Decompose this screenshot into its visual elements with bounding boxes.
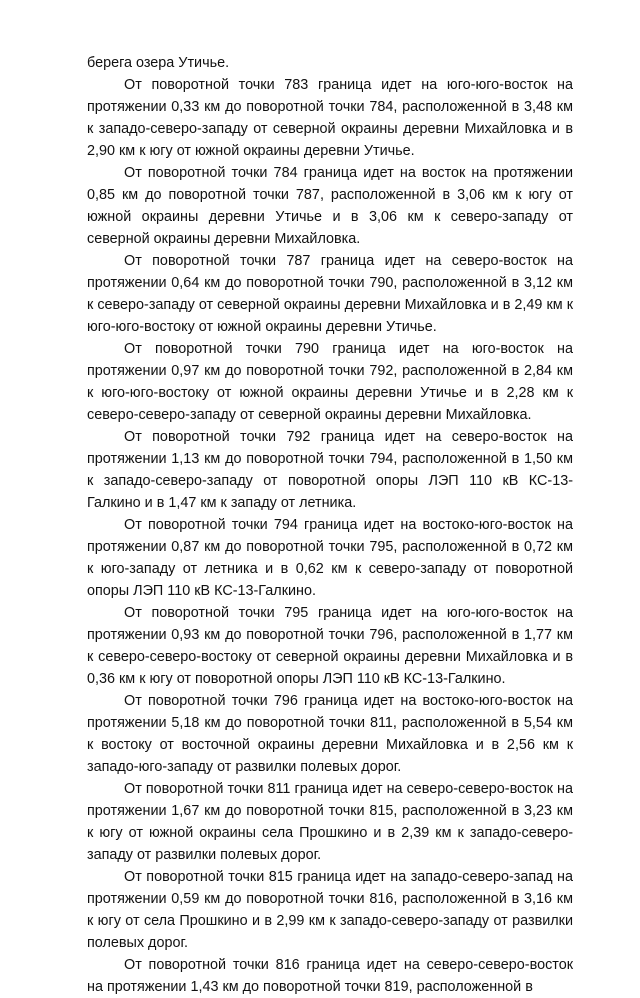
paragraph: От поворотной точки 790 граница идет на юго-восток на протяжении 0,97 км до поворотной точки 792, расположенной в 2,84 км к юго-юго-востоку от южной окраины деревни Утичье и в 2,28 км к северо-северо-западу от северной окраины деревни Михайловка. [87, 341, 573, 423]
document-page [87, 52, 573, 998]
paragraph: От поворотной точки 815 граница идет на западо-северо-запад на протяжении 0,59 км до поворотной точки 816, расположенной в 3,16 км к югу от села Прошкино и в 2,99 км к западо-северо-западу от развилки полевых дорог. [87, 869, 573, 951]
paragraph: От поворотной точки 792 граница идет на северо-восток на протяжении 1,13 км до поворотной точки 794, расположенной в 1,50 км к западо-северо-западу от поворотной опоры ЛЭП 110 кВ КС-13-Галкино и в 1,47 км к западу от летника. [87, 429, 573, 511]
paragraph: От поворотной точки 787 граница идет на северо-восток на протяжении 0,64 км до поворотной точки 790, расположенной в 3,12 км к северо-западу от северной окраины деревни Михайловка и в 2,49 км к юго-юго-востоку от южной окраины деревни Утичье. [87, 253, 573, 335]
paragraph: От поворотной точки 784 граница идет на восток на протяжении 0,85 км до поворотной точки 787, расположенной в 3,06 км к югу от южной окраины деревни Утичье и в 3,06 км к северо-западу от северной окраины деревни Михайловка. [87, 165, 573, 247]
paragraph: От поворотной точки 794 граница идет на востоко-юго-восток на протяжении 0,87 км до поворотной точки 795, расположенной в 0,72 км к юго-западу от летника и в 0,62 км к северо-западу от поворотной опоры ЛЭП 110 кВ КС-13-Галкино. [87, 517, 573, 599]
paragraph: От поворотной точки 811 граница идет на северо-северо-восток на протяжении 1,67 км до поворотной точки 815, расположенной в 3,23 км к югу от южной окраины села Прошкино и в 2,39 км к западо-северо-западу от развилки полевых дорог. [87, 781, 573, 863]
paragraph: От поворотной точки 783 граница идет на юго-юго-восток на протяжении 0,33 км до поворотной точки 784, расположенной в 3,48 км к западо-северо-западу от северной окраины деревни Михайловка и в 2,90 км к югу от южной окраины деревни Утичье. [87, 77, 573, 159]
paragraph: берега озера Утичье. [87, 55, 230, 71]
paragraph: От поворотной точки 816 граница идет на северо-северо-восток на протяжении 1,43 км до поворотной точки 819, расположенной в [87, 957, 573, 995]
paragraph: От поворотной точки 795 граница идет на юго-юго-восток на протяжении 0,93 км до поворотной точки 796, расположенной в 1,77 км к северо-северо-востоку от северной окраины деревни Михайловка и в 0,36 км к югу от поворотной опоры ЛЭП 110 кВ КС-13-Галкино. [87, 605, 573, 687]
paragraph: От поворотной точки 796 граница идет на востоко-юго-восток на протяжении 5,18 км до поворотной точки 811, расположенной в 5,54 км к востоку от восточной окраины деревни Михайловка и в 2,56 км к западо-юго-западу от развилки полевых дорог. [87, 693, 573, 775]
